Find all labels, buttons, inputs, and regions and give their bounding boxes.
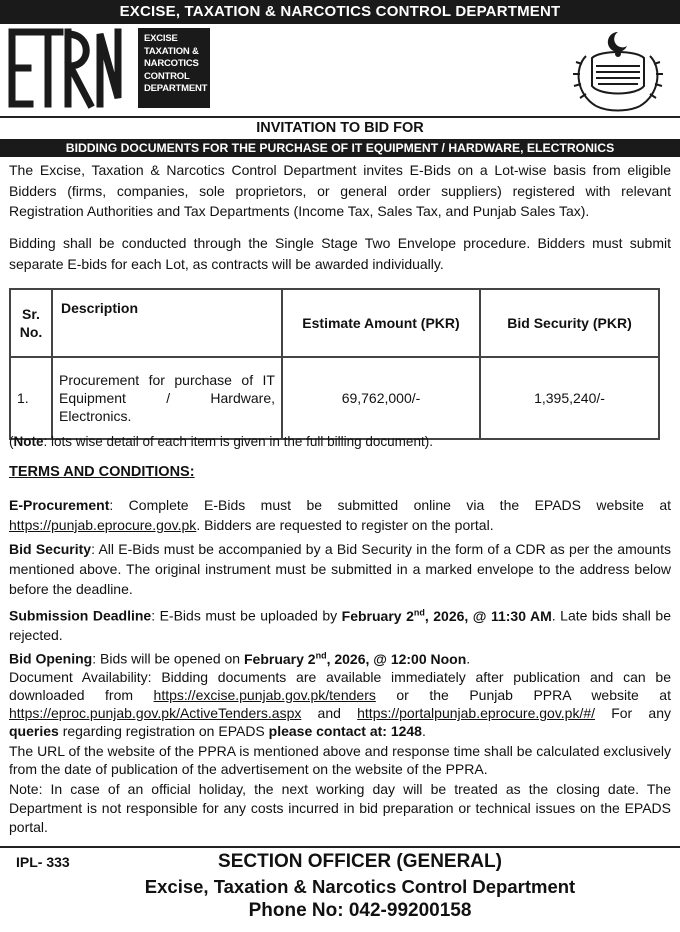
footer-department: Excise, Taxation & Narcotics Control Department: [144, 876, 576, 897]
footer-divider: [0, 846, 680, 848]
holiday-note-paragraph: Note: In case of an official holiday, the next working day will be treated as the closing date. The Department is not responsible for any costs incurred in bid preparation or technical issues on the EPADS portal.: [9, 781, 671, 835]
eprocurement-paragraph: [9, 496, 671, 536]
opening-date: February 2: [243, 650, 316, 667]
queries-text: regarding registration on EPADS: [58, 723, 269, 739]
logo-label-line: CONTROL: [144, 70, 190, 82]
availability-text-3: and: [301, 705, 358, 721]
table-note: (Note: lots wise detail of each item is given in the full billing document).: [9, 434, 433, 449]
officer-title: SECTION OFFICER (GENERAL): [218, 851, 502, 872]
header-security: Bid Security (PKR): [480, 289, 659, 357]
availability-paragraph: [9, 668, 671, 740]
note-label: Note: [13, 434, 44, 449]
deadline-paragraph: [9, 603, 671, 646]
logo-label-line: EXCISE: [144, 33, 178, 44]
logo-label: [138, 28, 210, 108]
portal-link[interactable]: https://portalpunjab.eprocure.gov.pk/#/: [357, 705, 596, 721]
logo-label-line: NARCOTICS: [144, 58, 199, 70]
punjab-emblem: [566, 28, 670, 116]
availability-text-2: or the Punjab PPRA website at: [375, 687, 671, 703]
cell-security: 1,395,240/-: [480, 357, 659, 439]
security-label: Bid Security: [9, 541, 92, 557]
eproc-label: E-Procurement: [9, 497, 110, 513]
cell-sr: 1.: [10, 357, 52, 439]
terms-heading: TERMS AND CONDITIONS:: [9, 464, 195, 480]
procedure-paragraph: Bidding shall be conducted through the Single Stage Two Envelope procedure. Bidders must submit separate E-bids for each Lot, as contracts will be awarded individually.: [9, 235, 671, 272]
intro-paragraph: The Excise, Taxation & Narcotics Control Department invites E-Bids on a Lot-wise basis from eligible Bidders (firms, companies, sole proprietors, or general order suppliers) registered with relevant Registration Authorities and Tax Departments (Income Tax, Sales Tax, and Punjab Sales Tax).: [9, 162, 671, 219]
logo-label-line: DEPARTMENT: [144, 83, 208, 95]
ipl-number: IPL- 333: [16, 854, 70, 870]
table-header-row: [10, 289, 659, 357]
opening-label: Bid Opening: [9, 650, 93, 667]
deadline-date: February 2: [341, 607, 414, 624]
etnc-logo-mark: [6, 26, 134, 110]
divider: [0, 116, 680, 118]
deadline-time: , 2026, @ 11:30 AM: [424, 607, 552, 624]
deadline-text-2: . Late bids shall be rejected.: [9, 607, 671, 644]
notice-title: INVITATION TO BID FOR: [256, 120, 424, 136]
opening-sup: nd: [315, 650, 327, 660]
queries-label: queries: [9, 723, 59, 739]
deadline-text: : E-Bids must be uploaded by: [151, 607, 342, 624]
excise-tenders-link[interactable]: https://excise.punjab.gov.pk/tenders: [153, 687, 376, 703]
note-text: : lots wise detail of each item is given in the full billing document).: [43, 434, 433, 449]
logo-label-line: TAXATION &: [144, 45, 199, 57]
bid-table: [9, 288, 660, 440]
opening-time: , 2026, @ 12:00 Noon: [326, 650, 467, 667]
security-text: : All E-Bids must be accompanied by a Bid Security in the form of a CDR as per the amounts mentioned above. The original instrument must be submitted in a marked envelope to the address below before the deadline.: [9, 541, 671, 597]
eproc-text: : Complete E-Bids must be submitted online via the EPADS website at: [109, 497, 671, 513]
deadline-sup: nd: [413, 607, 425, 617]
opening-paragraph: [9, 646, 671, 669]
terms-heading-text: TERMS AND CONDITIONS: [9, 464, 190, 480]
contact-end: .: [421, 723, 426, 739]
deadline-label: Submission Deadline: [9, 607, 152, 624]
etnc-logo: [6, 26, 206, 110]
eproc-text-2: . Bidders are requested to register on the portal.: [196, 516, 494, 533]
logo-letters: ETNC: [6, 26, 9, 27]
header-description: Description: [52, 289, 282, 357]
ppra-paragraph: The URL of the website of the PPRA is mentioned above and response time shall be calculated exclusively from the date of publication of the advertisement on the website of the PPRA.: [9, 743, 671, 777]
department-title: EXCISE, TAXATION & NARCOTICS CONTROL DEPARTMENT: [119, 3, 561, 20]
cell-estimate: 69,762,000/-: [282, 357, 480, 439]
header-estimate: Estimate Amount (PKR): [282, 289, 480, 357]
notice-subtitle: BIDDING DOCUMENTS FOR THE PURCHASE OF IT EQUIPMENT / HARDWARE, ELECTRONICS: [0, 139, 680, 157]
footer-phone: Phone No: 042-99200158: [248, 900, 472, 921]
ppra-link[interactable]: https://eproc.punjab.gov.pk/ActiveTenders.aspx: [9, 705, 302, 721]
opening-text: : Bids will be opened on: [92, 650, 244, 667]
cell-description: Procurement for purchase of IT Equipment / Hardware, Electronics.: [52, 357, 282, 439]
table-row: [10, 357, 659, 439]
epads-link[interactable]: https://punjab.eprocure.gov.pk: [9, 516, 197, 533]
contact-text: please contact at: 1248: [268, 723, 422, 739]
header-sr: Sr. No.: [10, 289, 52, 357]
availability-text-4: For any: [595, 705, 671, 721]
availability-text: Document Availability: Bidding documents are available immediately after publication and can be downloaded from: [9, 669, 671, 703]
opening-text-2: .: [466, 650, 471, 667]
bid-security-paragraph: [9, 540, 671, 599]
department-title-bar: [0, 0, 680, 24]
